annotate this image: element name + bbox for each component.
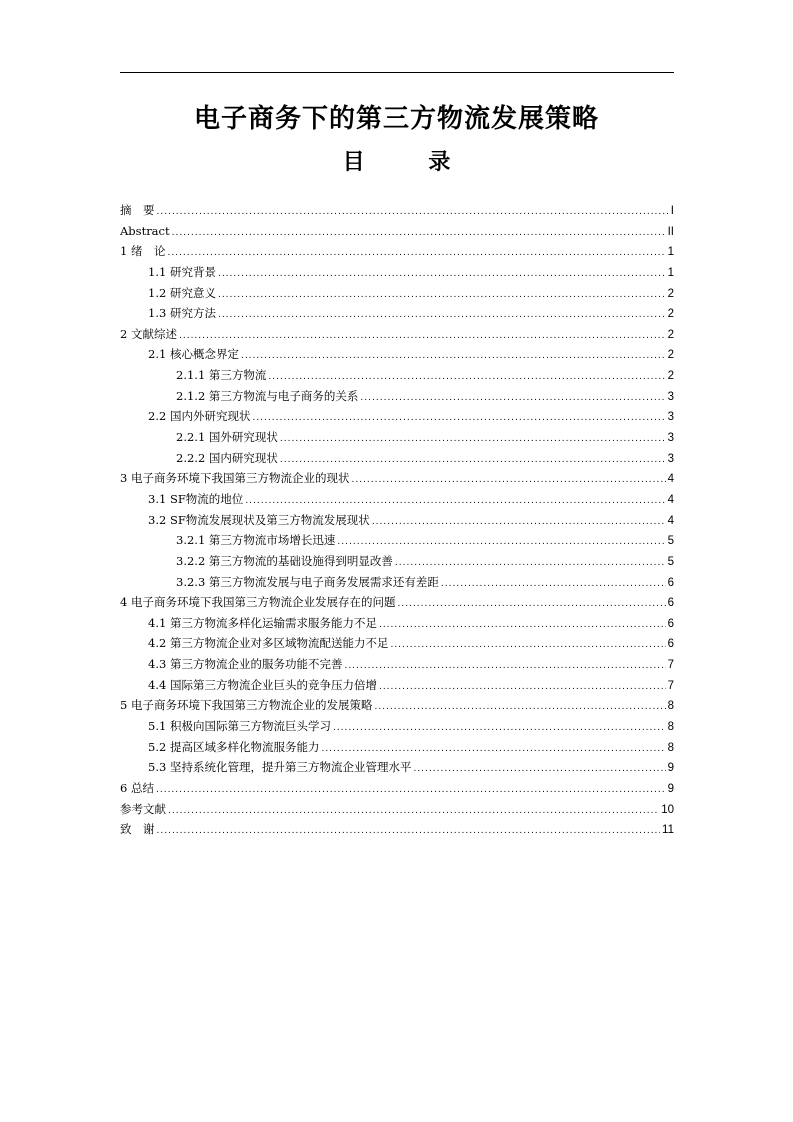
- toc-entry-page-number: 2: [667, 370, 674, 383]
- toc-entry[interactable]: [120, 406, 674, 427]
- toc-entry-label: 摘 要: [120, 203, 155, 217]
- toc-entry[interactable]: [120, 654, 674, 675]
- toc-entry-page-number: 3: [667, 411, 674, 424]
- toc-entry-label: 4.3 第三方物流企业的服务功能不完善: [148, 657, 343, 672]
- toc-entry[interactable]: [120, 716, 674, 737]
- toc-entry-page-number: 7: [667, 679, 674, 692]
- toc-entry-label: 1.3 研究方法: [148, 306, 216, 321]
- toc-entry-label: 2.1 核心概念界定: [148, 347, 239, 362]
- toc-entry-label: 参考文献: [120, 801, 166, 816]
- toc-entry-page-number: 2: [667, 349, 674, 362]
- toc-entry-page-number: 3: [667, 390, 674, 403]
- toc-entry-label: 2.1.1 第三方物流: [176, 368, 267, 383]
- toc-entry[interactable]: [120, 200, 674, 221]
- toc-entry[interactable]: [120, 303, 674, 324]
- toc-entry-page-number: 3: [667, 432, 674, 445]
- toc-entry-label: Abstract: [120, 223, 170, 238]
- toc-dot-leader: [374, 697, 665, 718]
- header-rule: [120, 72, 674, 73]
- toc-entry-label: 1 绪 论: [120, 244, 166, 259]
- toc-entry[interactable]: [120, 819, 674, 840]
- toc-entry-label: 2.2.1 国外研究现状: [176, 430, 278, 445]
- toc-entry[interactable]: [120, 695, 674, 716]
- toc-entry-label: 1.2 研究意义: [148, 285, 216, 300]
- toc-entry-label: 2.2.2 国内研究现状: [176, 450, 278, 465]
- toc-entry-page-number: 1: [667, 246, 674, 259]
- toc-entry[interactable]: [120, 365, 674, 386]
- toc-dot-leader: [441, 574, 666, 595]
- toc-entry-label: 4.4 国际第三方物流企业巨头的竞争压力倍增: [148, 677, 377, 692]
- toc-dot-leader: [168, 801, 659, 822]
- toc-entry-label: 4.1 第三方物流多样化运输需求服务能力不足: [148, 615, 377, 630]
- toc-entry-label: 4 电子商务环境下我国第三方物流企业发展存在的问题: [120, 595, 396, 610]
- toc-entry-label: 3.2.1 第三方物流市场增长迅速: [176, 533, 336, 548]
- toc-entry-label: 3.2.2 第三方物流的基础设施得到明显改善: [176, 553, 393, 568]
- toc-entry-label: 5 电子商务环境下我国第三方物流企业的发展策略: [120, 698, 373, 713]
- toc-entry[interactable]: [120, 427, 674, 448]
- toc-entry[interactable]: [120, 386, 674, 407]
- toc-dot-leader: [157, 821, 661, 842]
- toc-dot-leader: [413, 759, 665, 780]
- toc-entry-page-number: 6: [667, 638, 674, 651]
- toc-entry-page-number: 2: [667, 287, 674, 300]
- toc-entry[interactable]: [120, 592, 674, 613]
- toc-entry-label: 1.1 研究背景: [148, 264, 216, 279]
- toc-entry-label: 3 电子商务环境下我国第三方物流企业的现状: [120, 471, 350, 486]
- toc-dot-leader: [167, 243, 665, 264]
- toc-entry-page-number: 3: [667, 452, 674, 465]
- toc-entry-label: 3.1 SF物流的地位: [148, 491, 244, 506]
- toc-dot-leader: [360, 388, 665, 409]
- toc-entry[interactable]: [120, 757, 674, 778]
- toc-dot-leader: [395, 553, 666, 574]
- toc-entry[interactable]: [120, 448, 674, 469]
- toc-entry-label: 2.1.2 第三方物流与电子商务的关系: [176, 388, 359, 403]
- toc-entry-label: 5.3 坚持系统化管理，提升第三方物流企业管理水平: [148, 760, 412, 775]
- toc-entry-page-number: 9: [667, 782, 674, 795]
- toc-dot-leader: [372, 512, 666, 533]
- toc-entry[interactable]: [120, 489, 674, 510]
- toc-dot-leader: [379, 615, 666, 636]
- toc-dot-leader: [321, 739, 665, 760]
- toc-entry[interactable]: [120, 324, 674, 345]
- toc-entry-page-number: 11: [662, 824, 674, 837]
- toc-entry[interactable]: [120, 530, 674, 551]
- toc-entry[interactable]: [120, 613, 674, 634]
- toc-entry-page-number: 9: [667, 762, 674, 775]
- toc-entry-label: 5.2 提高区域多样化物流服务能力: [148, 739, 320, 754]
- toc-entry-page-number: 8: [667, 741, 674, 754]
- toc-entry[interactable]: [120, 221, 674, 242]
- toc-dot-leader: [280, 450, 666, 471]
- toc-dot-leader: [390, 635, 665, 656]
- toc-dot-leader: [241, 346, 666, 367]
- toc-entry[interactable]: [120, 572, 674, 593]
- toc-entry-label: 3.2 SF物流发展现状及第三方物流发展现状: [148, 512, 370, 527]
- toc-entry[interactable]: [120, 283, 674, 304]
- toc-entry-page-number: 6: [667, 576, 674, 589]
- toc-entry-label: 6 总结: [120, 780, 154, 795]
- toc-entry-page-number: 6: [667, 597, 674, 610]
- toc-entry-page-number: II: [667, 225, 674, 238]
- toc-entry-page-number: I: [670, 205, 674, 217]
- toc-entry-label: 2.2 国内外研究现状: [148, 409, 251, 424]
- toc-dot-leader: [351, 470, 665, 491]
- toc-entry-page-number: 5: [667, 555, 674, 568]
- toc-entry-page-number: 5: [667, 535, 674, 548]
- toc-entry[interactable]: [120, 633, 674, 654]
- toc-dot-leader: [172, 223, 666, 244]
- toc-entry[interactable]: [120, 675, 674, 696]
- toc-entry[interactable]: [120, 737, 674, 758]
- toc-entry-page-number: 4: [667, 493, 674, 506]
- toc-dot-leader: [156, 780, 666, 801]
- document-title: 电子商务下的第三方物流发展策略: [193, 104, 599, 134]
- toc-entry[interactable]: [120, 468, 674, 489]
- table-of-contents: [120, 200, 674, 840]
- toc-entry-page-number: 8: [667, 721, 674, 734]
- toc-entry[interactable]: [120, 551, 674, 572]
- toc-entry[interactable]: [120, 241, 674, 262]
- toc-entry-page-number: 8: [667, 700, 674, 713]
- toc-entry-page-number: 2: [667, 308, 674, 321]
- toc-entry-label: 2 文献综述: [120, 326, 177, 341]
- toc-entry-page-number: 2: [667, 328, 674, 341]
- toc-entry-label: 4.2 第三方物流企业对多区域物流配送能力不足: [148, 636, 389, 651]
- toc-entry[interactable]: [120, 510, 674, 531]
- toc-dot-leader: [268, 367, 665, 388]
- toc-dot-leader: [397, 594, 665, 615]
- toc-dot-leader: [333, 718, 666, 739]
- toc-entry-label: 3.2.3 第三方物流发展与电子商务发展需求还有差距: [176, 574, 439, 589]
- toc-dot-leader: [218, 285, 666, 306]
- toc-entry[interactable]: [120, 778, 674, 799]
- toc-dot-leader: [337, 532, 665, 553]
- toc-dot-leader: [245, 491, 665, 512]
- toc-entry-page-number: 7: [667, 659, 674, 672]
- toc-dot-leader: [252, 408, 665, 429]
- toc-entry-page-number: 4: [667, 473, 674, 486]
- toc-entry-label: 5.1 积极向国际第三方物流巨头学习: [148, 719, 331, 734]
- toc-entry[interactable]: [120, 262, 674, 283]
- toc-entry-label: 致 谢: [120, 822, 155, 837]
- toc-dot-leader: [218, 264, 666, 285]
- toc-entry[interactable]: [120, 799, 674, 820]
- toc-entry[interactable]: [120, 344, 674, 365]
- toc-entry-page-number: 10: [661, 803, 674, 816]
- toc-dot-leader: [379, 677, 666, 698]
- toc-entry-page-number: 6: [667, 617, 674, 630]
- toc-heading: 目 录: [342, 150, 479, 175]
- toc-dot-leader: [157, 202, 669, 223]
- toc-dot-leader: [280, 429, 666, 450]
- toc-dot-leader: [344, 656, 665, 677]
- toc-dot-leader: [179, 326, 666, 347]
- toc-dot-leader: [218, 305, 666, 326]
- toc-entry-page-number: 1: [667, 266, 674, 279]
- toc-entry-page-number: 4: [667, 514, 674, 527]
